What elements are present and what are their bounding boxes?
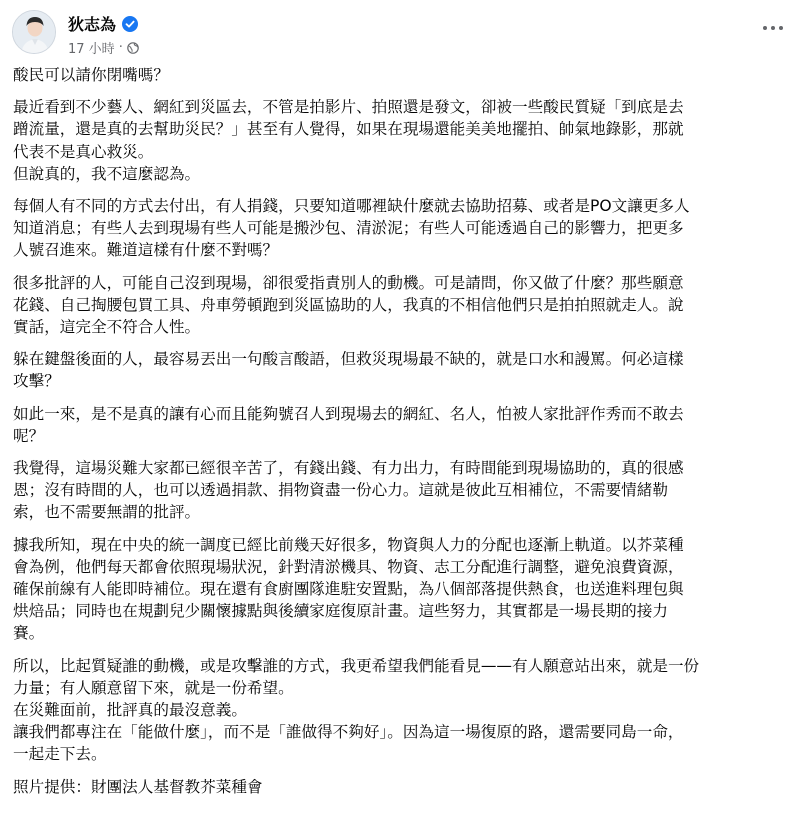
post-text-line: 代表不是真心救災。 (13, 142, 154, 161)
post-text-line: 實話，這完全不符合人性。 (13, 318, 201, 337)
post-header (12, 8, 788, 60)
post-text-line: 索，也不需要無謂的批評。 (13, 503, 201, 522)
post-text-line: 蹭流量，還是真的去幫助災民？」甚至有人覺得，如果在現場還能美美地擺拍、帥氣地錄影，那就 (13, 120, 684, 139)
post-text-line: 攻擊？ (13, 372, 60, 391)
more-options-icon[interactable] (760, 18, 786, 38)
post-paragraph (13, 195, 791, 262)
post-paragraph (13, 457, 791, 524)
post-paragraph (13, 403, 791, 447)
post-text-line: 力量；有人願意留下來，就是一份希望。 (13, 678, 294, 697)
post-text-line: 在災難面前，批評真的最沒意義。 (13, 701, 247, 720)
post-paragraph (13, 776, 791, 798)
globe-icon (127, 42, 139, 54)
post-text-line: 我覺得，這場災難大家都已經很辛苦了，有錢出錢、有力出力，有時間能到現場協助的，真的很感 (13, 459, 684, 478)
post-text-line: 但說真的，我不這麼認為。 (13, 164, 201, 183)
post-text-line: 躲在鍵盤後面的人，最容易丟出一句酸言酸語，但救災現場最不缺的，就是口水和謾罵。何必這樣 (13, 350, 684, 369)
post-text-line: 人號召進來。難道這樣有什麼不對嗎？ (13, 241, 279, 260)
post-text-line: 一起走下去。 (13, 745, 107, 764)
post-text-line: 酸民可以請你閉嘴嗎？ (13, 66, 169, 84)
post-paragraph (13, 64, 791, 86)
post-time[interactable]: 17 小時 (68, 42, 115, 57)
post-text-line: 最近看到不少藝人、網紅到災區去，不管是拍影片、拍照還是發文，卻被一些酸民質疑「到底是去 (13, 98, 684, 117)
post-text-line: 知道消息；有些人去到現場有些人可能是搬沙包、清淤泥；有些人可能透過自己的影響力，把更多 (13, 219, 684, 238)
post-paragraph (13, 348, 791, 392)
post-text-line: 花錢、自己掏腰包買工具、舟車勞頓跑到災區協助的人，我真的不相信他們只是拍拍照就走人。說 (13, 295, 684, 314)
post-text-line: 所以，比起質疑誰的動機，或是攻擊誰的方式，我更希望我們能看見——有人願意站出來，就是一份 (13, 656, 700, 675)
post-paragraph (13, 534, 791, 645)
post-text-line: 很多批評的人，可能自己沒到現場，卻很愛指責別人的動機。可是請問，你又做了什麼？那些願意 (13, 273, 684, 292)
author-name[interactable]: 狄志為 (68, 15, 117, 34)
verified-badge-icon (122, 16, 138, 32)
post-paragraph (13, 96, 791, 185)
post-meta: 17 小時 · (68, 38, 139, 57)
post-paragraph (13, 655, 791, 766)
post-text-line: 照片提供：財團法人基督教芥菜種會 (13, 777, 263, 796)
author-name-row (68, 12, 138, 35)
post-text-line: 烘焙品；同時也在規劃兒少關懷據點與後續家庭復原計畫。這些努力，其實都是一場長期的接力 (13, 602, 668, 621)
post-text-line: 如此一來，是不是真的讓有心而且能夠號召人到現場去的網紅、名人，怕被人家批評作秀而不敢去 (13, 404, 684, 423)
post-text-line: 讓我們都專注在「能做什麼」，而不是「誰做得不夠好」。因為這一場復原的路，還需要同島一命， (13, 723, 684, 742)
post-body (13, 64, 791, 808)
post-paragraph (13, 272, 791, 339)
avatar[interactable] (12, 10, 56, 54)
post-text-line: 呢？ (13, 426, 45, 445)
post-text-line: 確保前線有人能即時補位。現在還有食廚團隊進駐安置點，為八個部落提供熱食，也送進料理包與 (13, 580, 684, 599)
post-text-line: 據我所知，現在中央的統一調度已經比前幾天好很多，物資與人力的分配也逐漸上軌道。以芥菜種 (13, 535, 684, 554)
post-text-line: 賽。 (13, 624, 45, 643)
post-text-line: 會為例，他們每天都會依照現場狀況，針對清淤機具、物資、志工分配進行調整，避免浪費資源， (13, 557, 684, 576)
post-text-line: 恩；沒有時間的人，也可以透過捐款、捐物資盡一份心力。這就是彼此互相補位，不需要情緒勒 (13, 481, 668, 500)
post-text-line: 每個人有不同的方式去付出，有人捐錢，只要知道哪裡缺什麼就去協助招募、或者是PO文讓更多人 (13, 197, 690, 216)
